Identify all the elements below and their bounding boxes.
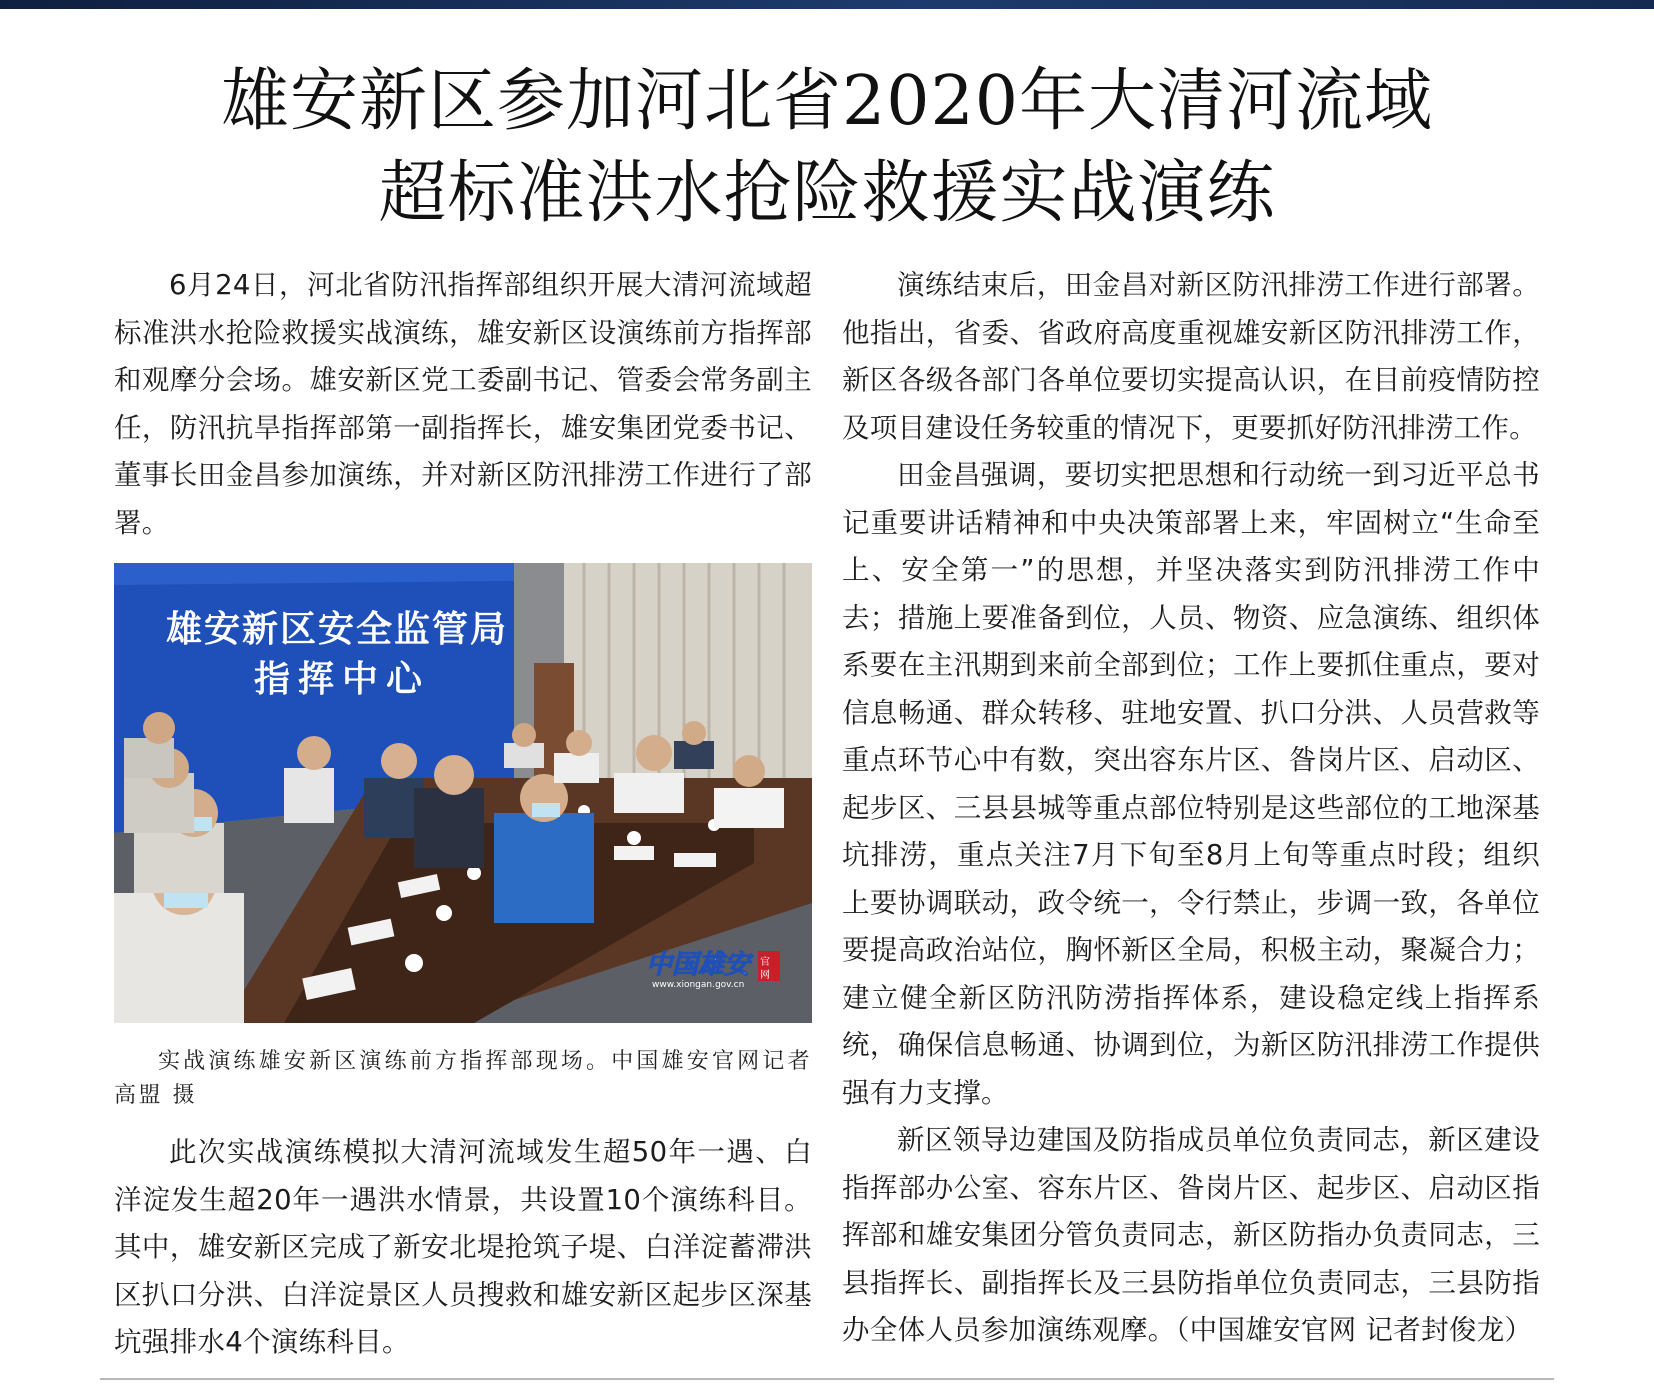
headline-line-2: 超标准洪水抢险救援实战演练 [378,154,1276,233]
meeting-photo [114,563,812,1023]
body-paragraph: 6月24日，河北省防汛指挥部组织开展大清河流域超标准洪水抢险救援实战演练，雄安新区设演练前方指挥部和观摩分会场。雄安新区党工委副书记、管委会常务副主任，防汛抗旱指挥部第一副指挥长，雄安集团党委书记、董事长田金昌参加演练，并对新区防汛排涝工作进行了部署。 [114,269,812,539]
body-paragraph: 田金昌强调，要切实把思想和行动统一到习近平总书记重要讲话精神和中央决策部署上来，牢固树立“生命至上、安全第一”的思想，并坚决落实到防汛排涝工作中去；措施上要准备到位，人员、物资、应急演练、组织体系要在主汛期到来前全部到位；工作上要抓住重点，要对信息畅通、群众转移、驻地安置、扒口分洪、人员营救等重点环节心中有数，突出容东片区、昝岗片区、启动区、起步区、三县县城等重点部位特别是这些部位的工地深基坑排涝，重点关注7月下旬至8月上旬等重点时段；组织上要协调联动，政令统一，令行禁止，步调一致，各单位要提高政治站位，胸怀新区全局，积极主动，聚凝合力；建立健全新区防汛防涝指挥体系，建设稳定线上指挥系统，确保信息畅通、协调到位，为新区防汛排涝工作提供强有力支撑。 [842,459,1540,1109]
body-paragraph: 此次实战演练模拟大清河流域发生超50年一遇、白洋淀发生超20年一遇洪水情景，共设置10个演练科目。其中，雄安新区完成了新安北堤抢筑子堤、白洋淀蓄滞洪区扒口分洪、白洋淀景区人员搜救和雄安新区起步区深基坑强排水4个演练科目。 [114,1136,812,1358]
photo-caption: 实战演练雄安新区演练前方指挥部现场。中国雄安官网记者高盟 摄 [114,1049,812,1108]
body-paragraph: 演练结束后，田金昌对新区防汛排涝工作进行部署。他指出，省委、省政府高度重视雄安新区防汛排涝工作，新区各级各部门各单位要切实提高认识，在目前疫情防控及项目建设任务较重的情况下，更要抓好防汛排涝工作。 [842,269,1540,444]
watermark-logo: 中国雄安 [646,950,751,980]
watermark-url: www.xiongan.gov.cn [652,980,745,990]
wall-sign-line-2: 指挥中心 [254,659,431,700]
headline-line-1: 雄安新区参加河北省2020年大清河流域 [220,62,1434,141]
article-headline [0,56,1654,240]
right-column [842,262,1540,1355]
left-column [114,262,812,1367]
bottom-divider [100,1378,1554,1380]
wall-sign-line-1: 雄安新区安全监管局 [166,609,509,650]
body-paragraph: 新区领导边建国及防指成员单位负责同志，新区建设指挥部办公室、容东片区、昝岗片区、起步区、启动区指挥部和雄安集团分管负责同志，新区防指办负责同志，三县指挥长、副指挥长及三县防指单位负责同志，三县防指办全体人员参加演练观摩。（中国雄安官网 记者封俊龙） [842,1124,1540,1346]
watermark-seal: 官 [760,957,770,968]
meeting-photo-illustration [114,563,812,1023]
top-banner-bar [0,0,1654,9]
svg-text:网: 网 [760,970,770,981]
